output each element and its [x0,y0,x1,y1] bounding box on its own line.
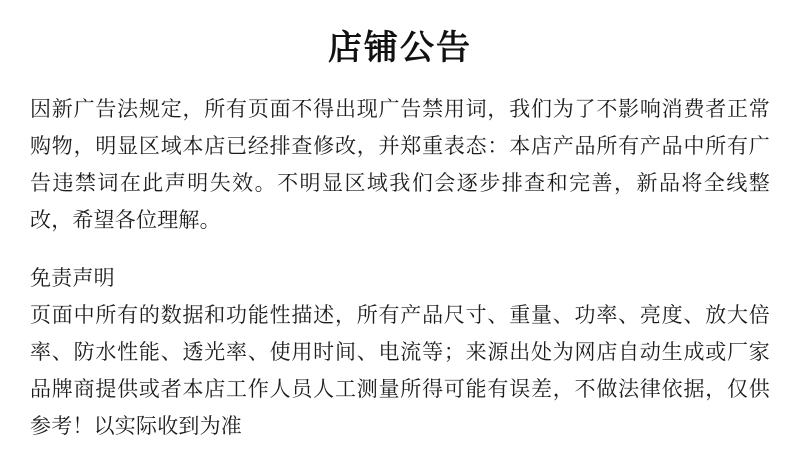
store-announcement-page [0,28,800,474]
disclaimer-heading: 免责声明 [30,265,115,290]
disclaimer-paragraph: 页面中所有的数据和功能性描述，所有产品尺寸、重量、功率、亮度、放大倍率、防水性能、透光率、使用时间、电流等；来源出处为网店自动生成或厂家品牌商提供或者本店工作人员人工测量所得可能有误差，不做法律依据，仅供参考！以实际收到为准 [30,302,770,438]
announcement-paragraph: 因新广告法规定，所有页面不得出现广告禁用词，我们为了不影响消费者正常购物，明显区域本店已经排查修改，并郑重表态：本店产品所有产品中所有广告违禁词在此声明失效。不明显区域我们会逐步排查和完善，新品将全线整改，希望各位理解。 [30,96,770,232]
page-title: 店铺公告 [328,28,472,68]
announcement-section [30,91,770,239]
disclaimer-section [30,261,770,445]
